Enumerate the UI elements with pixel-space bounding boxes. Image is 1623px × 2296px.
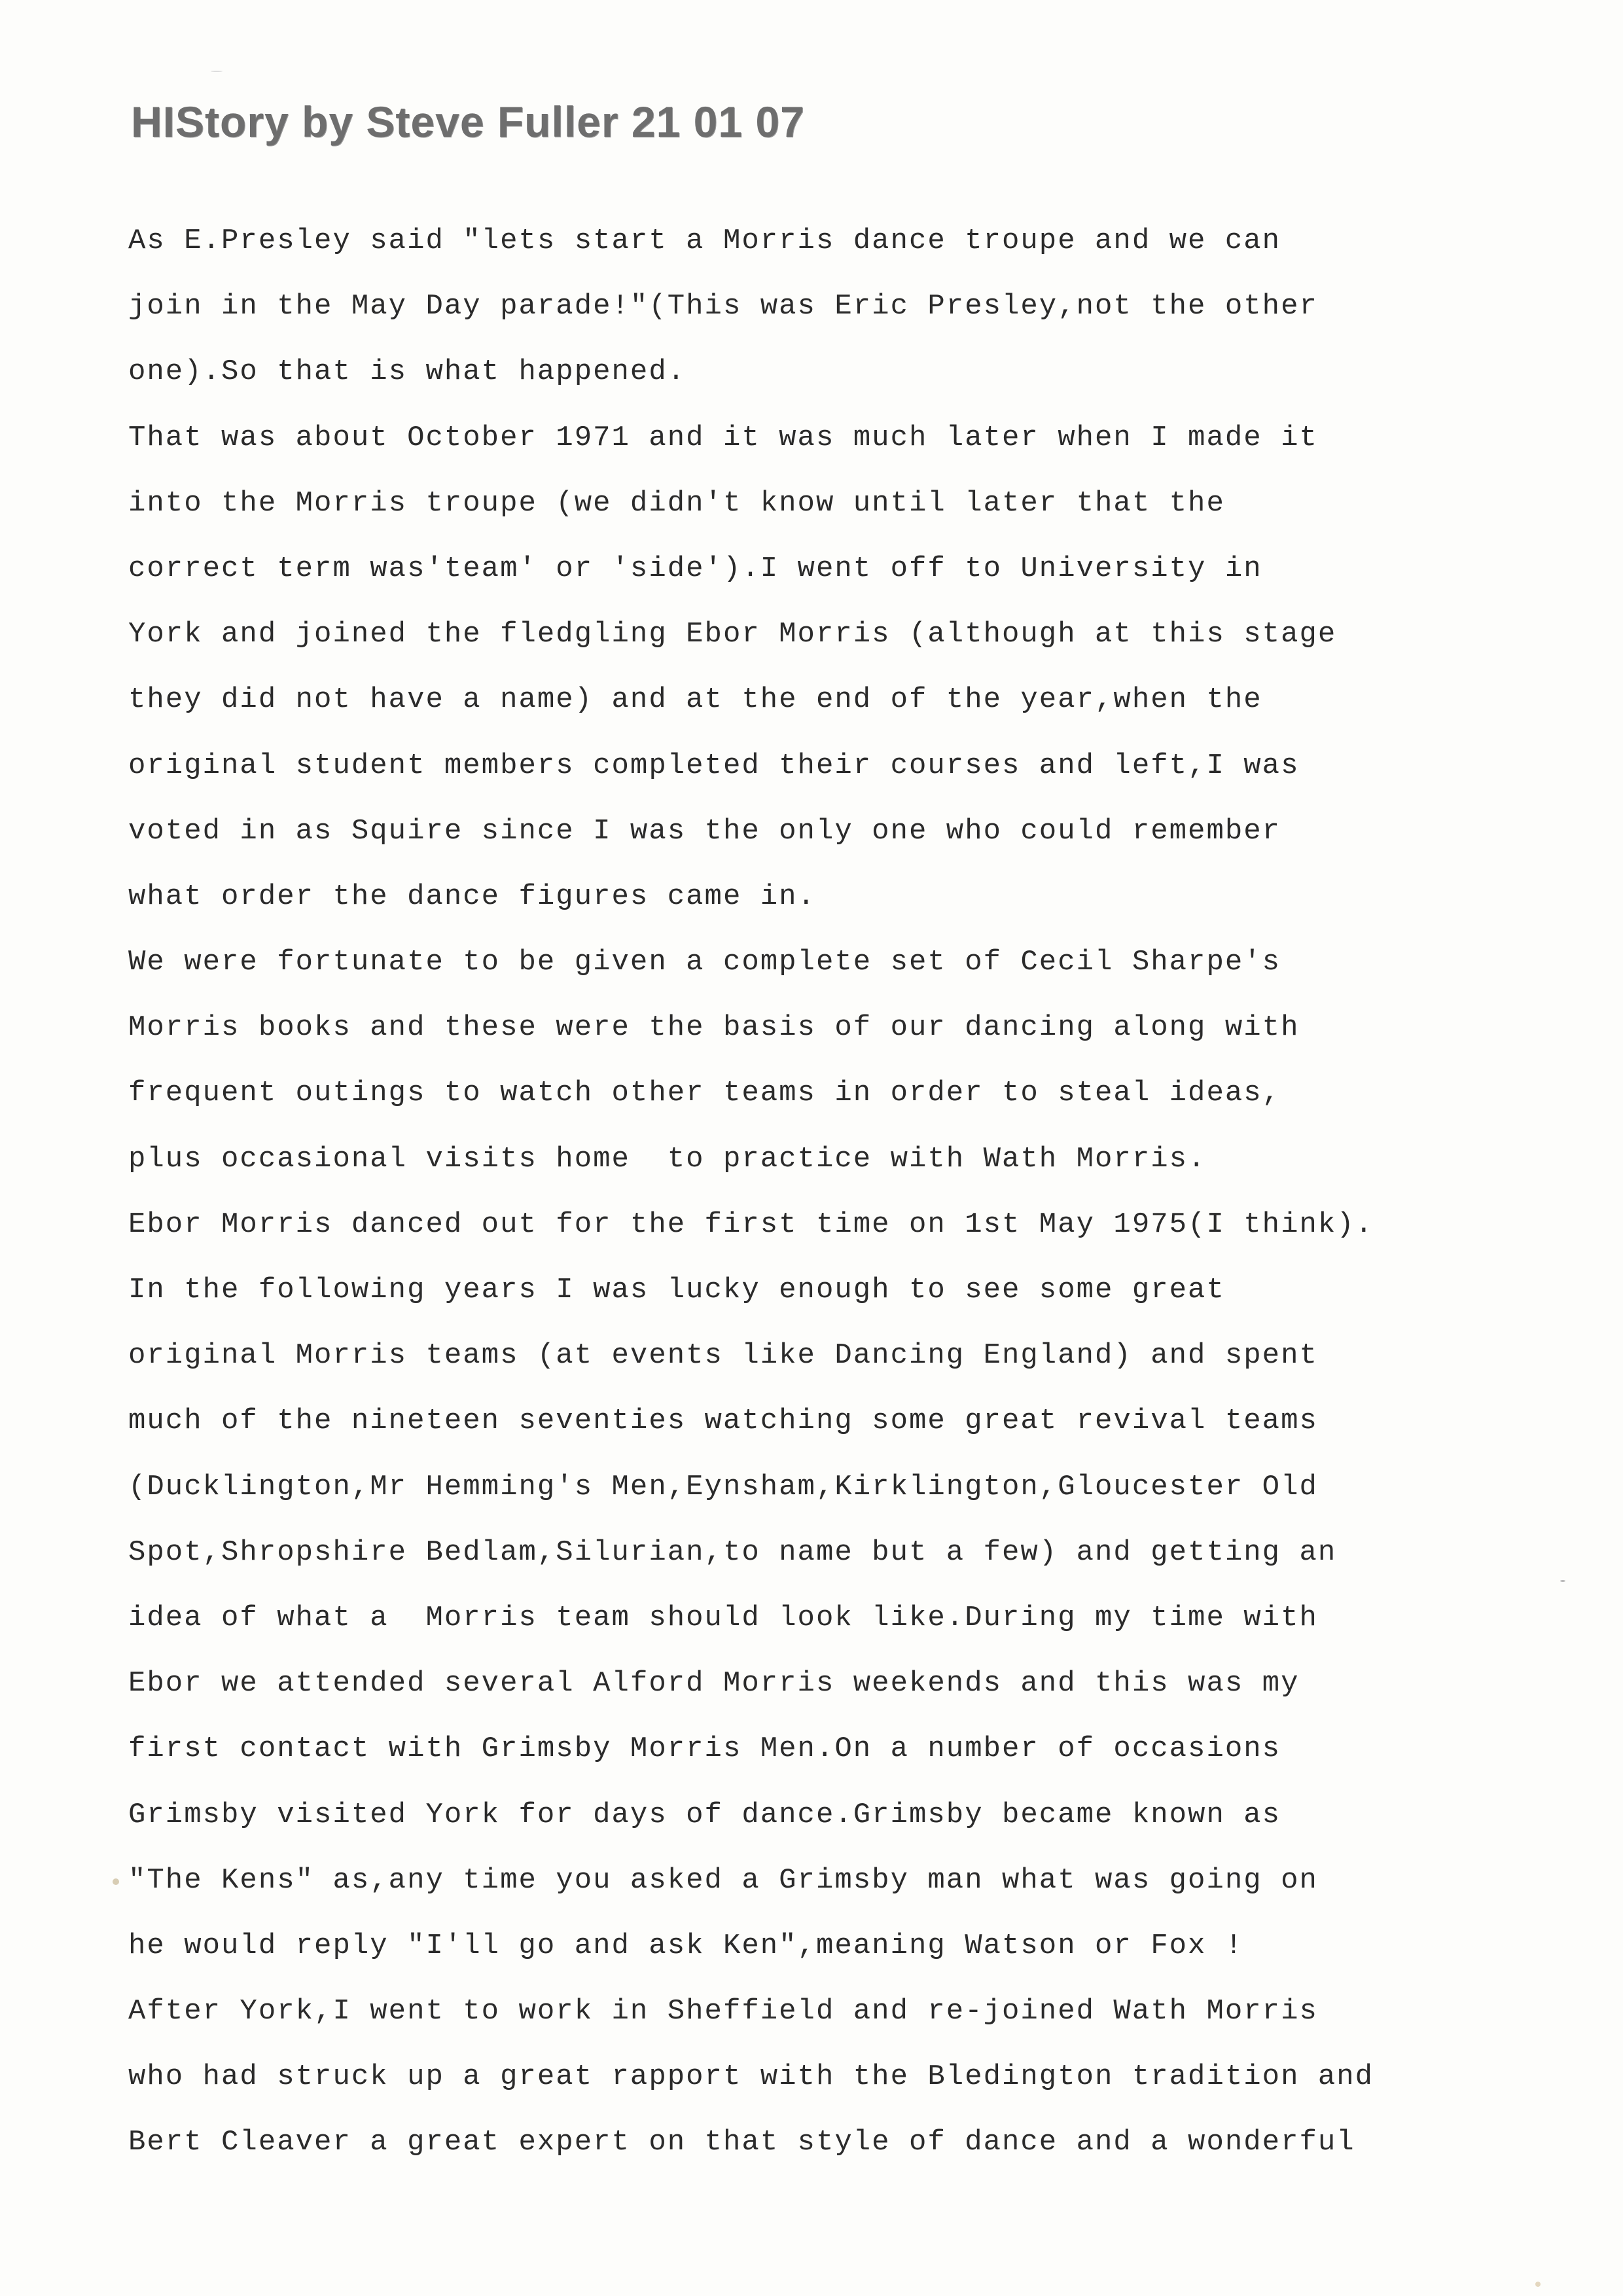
text-line: In the following years I was lucky enough to see some great <box>128 1274 1225 1306</box>
paper-speck <box>1535 2282 1541 2287</box>
text-line: into the Morris troupe (we didn't know until later that the <box>128 486 1225 520</box>
text-line: Grimsby visited York for days of dance.Grimsby became known as <box>128 1798 1281 1831</box>
text-line: they did not have a name) and at the end of the year,when the <box>128 683 1262 717</box>
text-line: original Morris teams (at events like Dancing England) and spent <box>128 1339 1318 1372</box>
text-line: Ebor we attended several Alford Morris weekends and this was my <box>128 1667 1300 1700</box>
text-line: After York,I went to work in Sheffield and re-joined Wath Morris <box>128 1995 1318 2028</box>
text-line: correct term was'team' or 'side').I went off to University in <box>128 552 1262 585</box>
document-body <box>128 208 1503 2176</box>
text-line: join in the May Day parade!"(This was Eric Presley,not the other <box>128 290 1318 323</box>
text-line: who had struck up a great rapport with the Bledington tradition and <box>128 2060 1374 2094</box>
text-line: idea of what a Morris team should look like.During my time with <box>128 1601 1318 1634</box>
text-line: first contact with Grimsby Morris Men.On a number of occasions <box>128 1732 1281 1766</box>
text-line: Ebor Morris danced out for the first time on 1st May 1975(I think). <box>128 1208 1374 1241</box>
text-line: Spot,Shropshire Bedlam,Silurian,to name but a few) and getting an <box>128 1535 1337 1569</box>
document-title: HIStory by Steve Fuller 21 01 07 <box>131 98 805 146</box>
text-line: what order the dance figures came in. <box>128 880 816 913</box>
text-line: voted in as Squire since I was the only one who could remember <box>128 814 1281 848</box>
text-line: As E.Presley said "lets start a Morris dance troupe and we can <box>128 224 1281 257</box>
paper-speck <box>113 1878 119 1885</box>
text-line: much of the nineteen seventies watching some great revival teams <box>128 1405 1318 1438</box>
text-line: Bert Cleaver a great expert on that style of dance and a wonderful <box>128 2126 1355 2159</box>
text-line: he would reply "I'll go and ask Ken",meaning Watson or Fox ! <box>128 1929 1244 1962</box>
text-line: one).So that is what happened. <box>128 355 687 389</box>
paper-speck <box>211 71 223 72</box>
text-line: (Ducklington,Mr Hemming's Men,Eynsham,Kirklington,Gloucester Old <box>128 1470 1318 1503</box>
text-line: York and joined the fledgling Ebor Morris (although at this stage <box>128 618 1337 651</box>
text-line: frequent outings to watch other teams in order to steal ideas, <box>128 1077 1281 1110</box>
text-line: Morris books and these were the basis of our dancing along with <box>128 1011 1300 1045</box>
text-line: We were fortunate to be given a complete set of Cecil Sharpe's <box>128 946 1281 979</box>
text-line: plus occasional visits home to practice with Wath Morris. <box>128 1142 1207 1175</box>
text-line: original student members completed their courses and left,I was <box>128 749 1300 782</box>
text-line: That was about October 1971 and it was much later when I made it <box>128 421 1318 454</box>
text-line: "The Kens" as,any time you asked a Grimsby man what was going on <box>128 1863 1318 1897</box>
paper-speck <box>1560 1580 1565 1582</box>
